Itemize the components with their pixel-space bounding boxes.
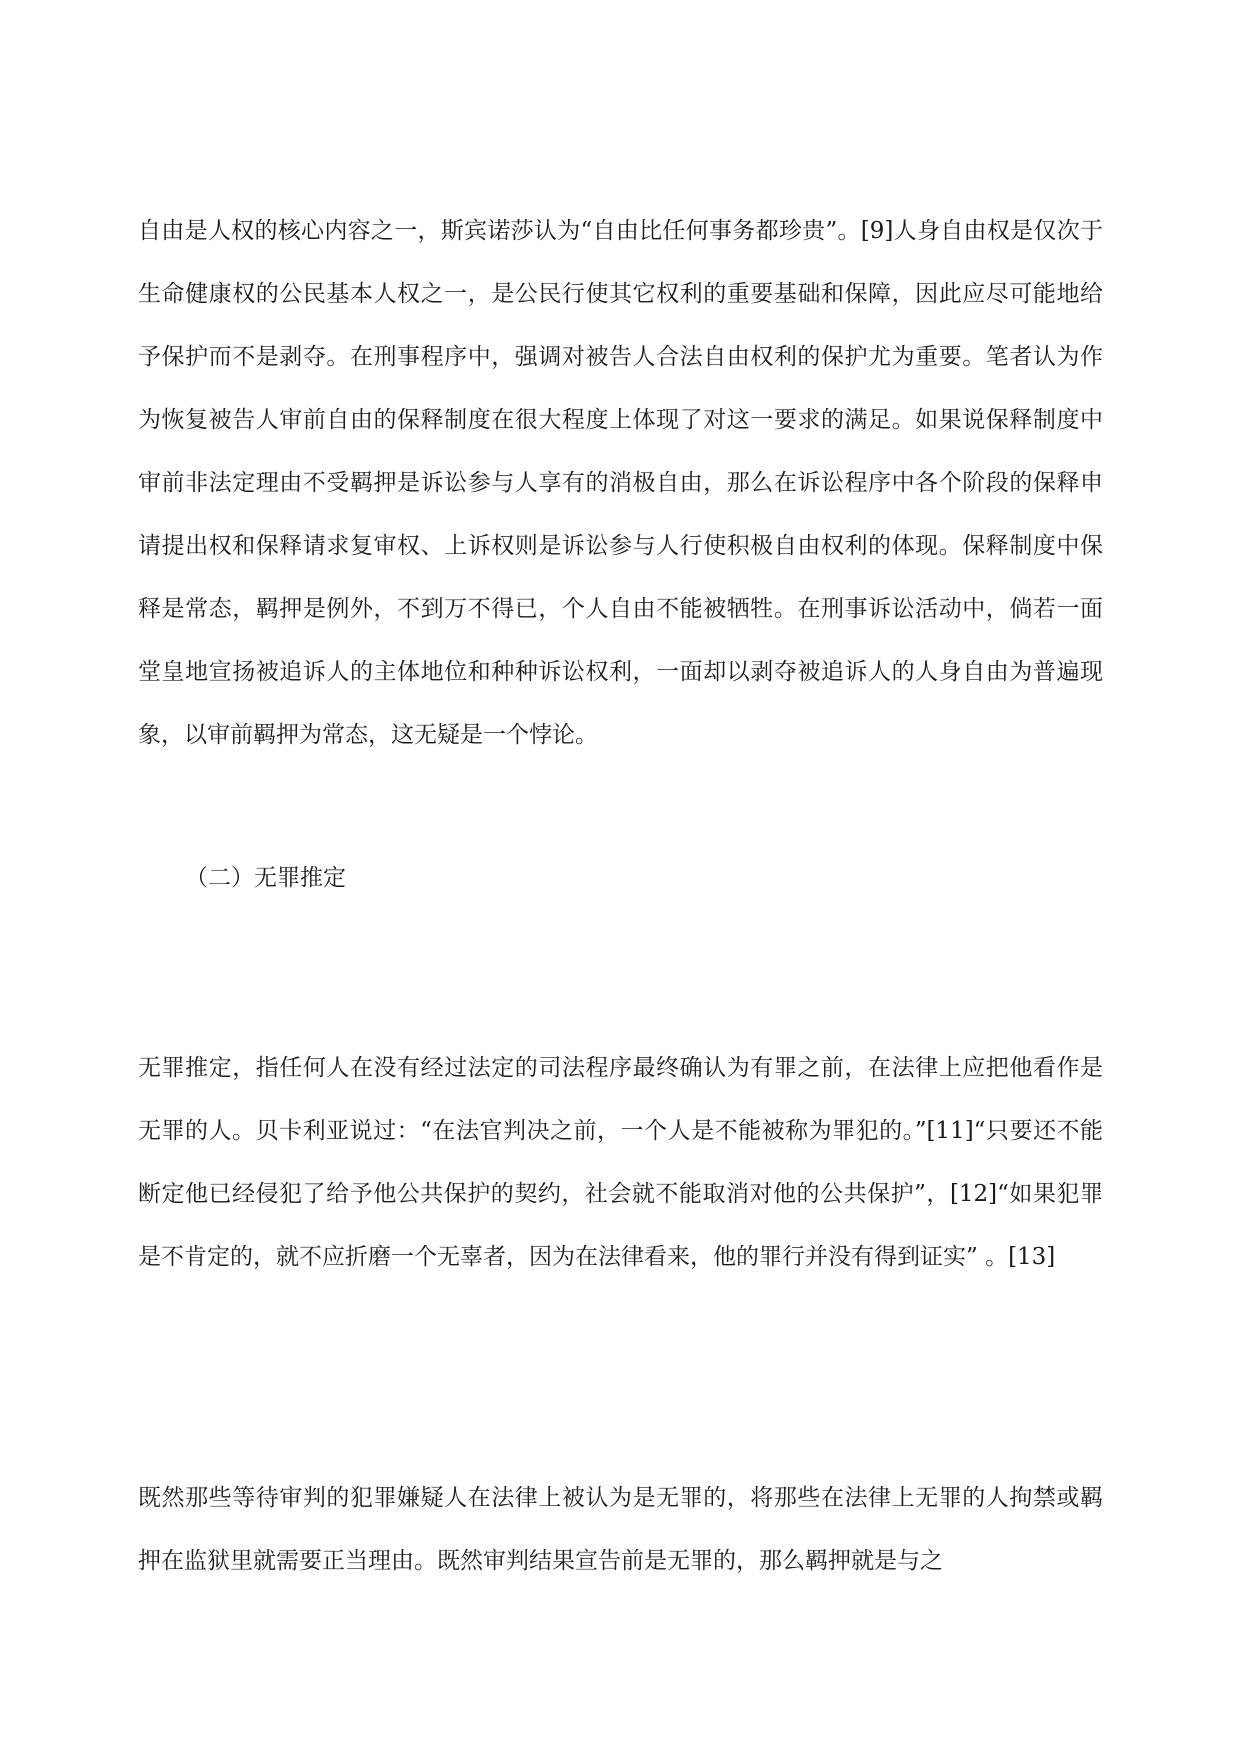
paragraph-presumption-of-innocence: 无罪推定，指任何人在没有经过法定的司法程序最终确认为有罪之前，在法律上应把他看作是无罪的人。贝卡利亚说过：“在法官判决之前，一个人是不能被称为罪犯的。”[11]“只要还不能断定他已经侵犯了给予他公共保护的契约，社会就不能取消对他的公共保护”，[12]“如果犯罪是不肯定的，就不应折磨一个无辜者，因为在法律看来，他的罪行并没有得到证实” 。[13] (138, 1055, 1103, 1270)
section-heading-presumption-of-innocence: （二）无罪推定 (185, 865, 346, 891)
paragraph-personal-liberty: 自由是人权的核心内容之一，斯宾诺莎认为“自由比任何事务都珍贵”。[9]人身自由权是仅次于生命健康权的公民基本人权之一，是公民行使其它权利的重要基础和保障，因此应尽可能地给予保护而不是剥夺。在刑事程序中，强调对被告人合法自由权利的保护尤为重要。笔者认为作为恢复被告人审前自由的保释制度在很大程度上体现了对这一要求的满足。如果说保释制度中审前非法定理由不受羁押是诉讼参与人享有的消极自由，那么在诉讼程序中各个阶段的保释申请提出权和保释请求复审权、上诉权则是诉讼参与人行使积极自由权利的体现。保释制度中保释是常态，羁押是例外，不到万不得已，个人自由不能被牺牲。在刑事诉讼活动中，倘若一面堂皇地宣扬被追诉人的主体地位和种种诉讼权利，一面却以剥夺被追诉人的人身自由为普遍现象，以审前羁押为常态，这无疑是一个悖论。 (138, 218, 1103, 748)
paragraph-pretrial-detention: 既然那些等待审判的犯罪嫌疑人在法律上被认为是无罪的，将那些在法律上无罪的人拘禁或羁押在监狱里就需要正当理由。既然审判结果宣告前是无罪的，那么羁押就是与之 (138, 1485, 1103, 1574)
